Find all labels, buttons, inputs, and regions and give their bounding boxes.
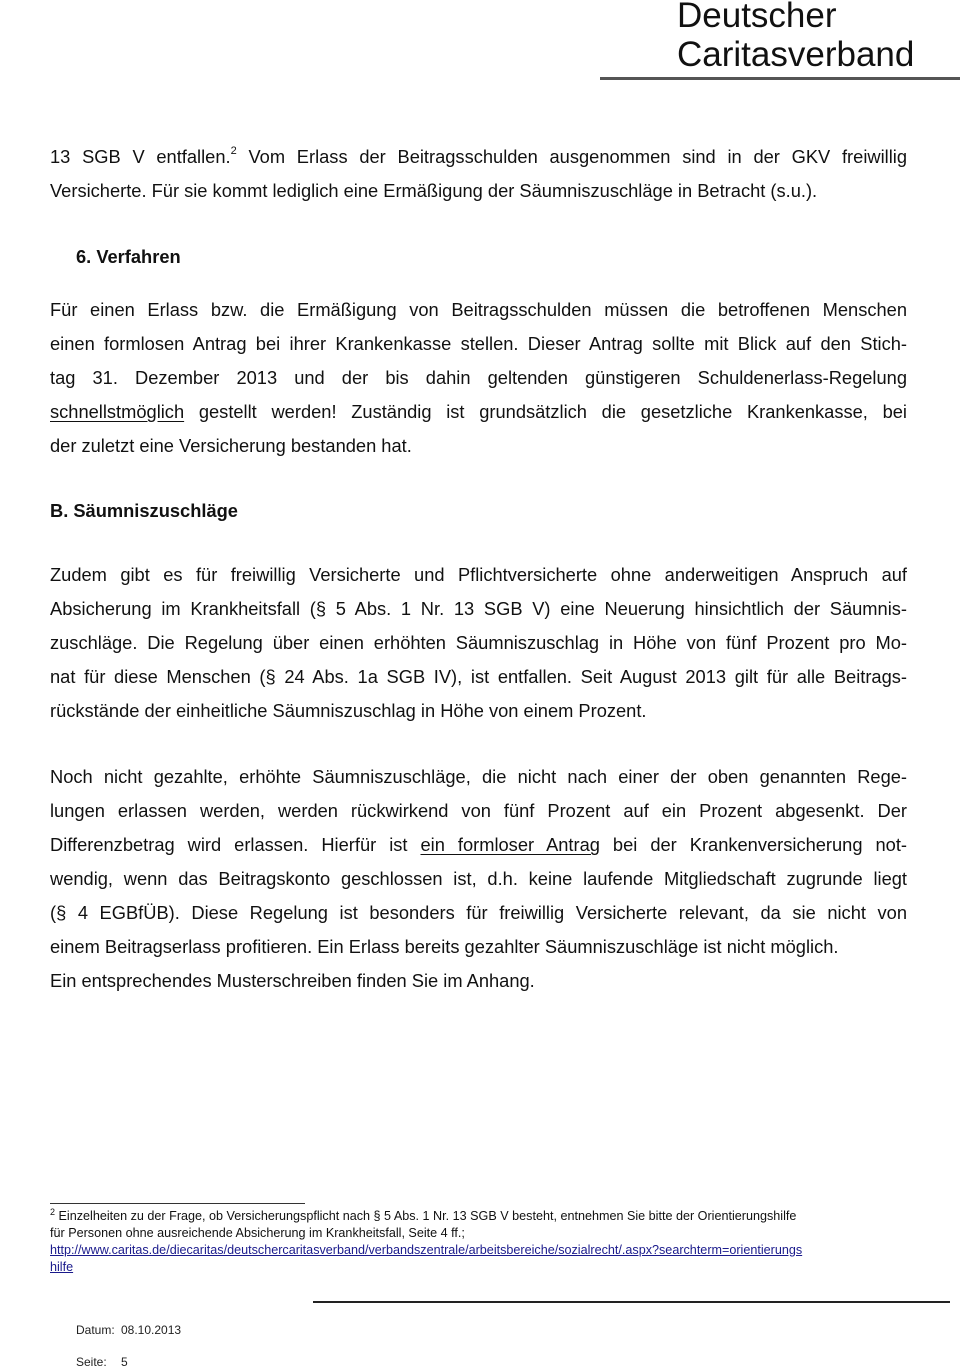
page-value: 5 <box>121 1355 128 1369</box>
link-text[interactable]: hilfe <box>50 1260 74 1274</box>
intro-text: 13 SGB V entfallen. <box>50 146 231 167</box>
brand-line-1: Deutscher <box>677 0 837 35</box>
intro-text: Vom Erlass der Beitragsschulden ausgenommen sind in der GKV freiwillig <box>236 146 907 167</box>
footer-date <box>76 1323 181 1337</box>
footnote-line-1 <box>50 1208 910 1225</box>
date-value: 08.10.2013 <box>121 1323 182 1337</box>
date-label: Datum: <box>76 1323 115 1337</box>
emphasis-underline: ein formloser Antrag <box>420 834 600 855</box>
text-span: gestellt werden! Zuständig ist grundsätzlich die gesetzliche Krankenkasse, bei <box>184 401 907 422</box>
text-line: (§ 4 EGBfÜB). Diese Regelung ist besonders für freiwillig Versicherte relevant, da sie nicht von <box>50 902 907 923</box>
intro-line-1 <box>50 140 907 174</box>
text-line <box>50 828 907 862</box>
footnote <box>50 1208 910 1276</box>
text-line: zuschläge. Die Regelung über einen erhöhten Säumniszuschlag in Höhe von fünf Prozent pro Mo- <box>50 632 907 653</box>
text-line: Für einen Erlass bzw. die Ermäßigung von Beitragsschulden müssen die betroffenen Menschen <box>50 299 907 320</box>
text-line: lungen erlassen werden, werden rückwirkend von fünf Prozent auf ein Prozent abgesenkt. Der <box>50 800 907 821</box>
footnote-link[interactable] <box>50 1243 802 1274</box>
text-line: Ein entsprechendes Musterschreiben finden Sie im Anhang. <box>50 970 535 991</box>
text-line: Noch nicht gezahlte, erhöhte Säumniszuschläge, die nicht nach einer der oben genannten Rege- <box>50 766 907 787</box>
footnote-ref[interactable]: 2 <box>230 145 237 157</box>
footnote-line-2: für Personen ohne ausreichende Absicherung im Krankheitsfall, Seite 4 ff.; <box>50 1226 465 1240</box>
intro-paragraph <box>50 140 907 208</box>
text-span: bei der Krankenversicherung not- <box>599 834 908 855</box>
text-line: tag 31. Dezember 2013 und der bis dahin geltenden günstigeren Schuldenerlass-Regelung <box>50 367 907 388</box>
brand-logo-text <box>677 0 914 74</box>
footer-rule <box>313 1301 950 1303</box>
header-rule <box>600 77 960 80</box>
text-line: einem Beitragserlass profitieren. Ein Erlass bereits gezahlter Säumniszuschläge ist nicht möglich. <box>50 936 839 957</box>
verfahren-paragraph <box>50 293 907 463</box>
text-line <box>50 395 907 429</box>
text-line: Absicherung im Krankheitsfall (§ 5 Abs. 1 Nr. 13 SGB V) eine Neuerung hinsichtlich der Säumnis- <box>50 598 907 619</box>
emphasis-underline: schnellstmöglich <box>50 401 185 422</box>
footnote-separator <box>50 1203 305 1204</box>
intro-line-2: Versicherte. Für sie kommt lediglich eine Ermäßigung der Säumniszuschläge in Betracht (s.u.). <box>50 180 818 201</box>
page-label: Seite: <box>76 1355 107 1369</box>
section-heading-verfahren: 6. Verfahren <box>76 246 181 267</box>
brand-line-2: Caritasverband <box>677 35 915 74</box>
text-line: Zudem gibt es für freiwillig Versicherte und Pflichtversicherte ohne anderweitigen Anspruch auf <box>50 564 907 585</box>
saeumnis-paragraph-1 <box>50 558 907 728</box>
saeumnis-paragraph-2 <box>50 760 907 998</box>
text-line: der zuletzt eine Versicherung bestanden hat. <box>50 435 412 456</box>
text-line: rückstände der einheitliche Säumniszuschlag in Höhe von einem Prozent. <box>50 700 647 721</box>
text-span: Differenzbetrag wird erlassen. Hierfür ist <box>50 834 421 855</box>
text-line: nat für diese Menschen (§ 24 Abs. 1a SGB IV), ist entfallen. Seit August 2013 gilt für alle Beitrags- <box>50 666 907 687</box>
footnote-number: 2 <box>50 1207 56 1217</box>
link-text[interactable]: http://www.caritas.de/diecaritas/deutschercaritasverband/verbandszentrale/arbeitsbereiche/sozialrecht/.aspx?searchterm=orientierungs <box>50 1243 803 1257</box>
text-line: einen formlosen Antrag bei ihrer Krankenkasse stellen. Dieser Antrag sollte mit Blick auf den Stich- <box>50 333 907 354</box>
section-heading-saeumniszuschlaege: B. Säumniszuschläge <box>50 500 238 521</box>
footnote-text: Einzelheiten zu der Frage, ob Versicherungspflicht nach § 5 Abs. 1 Nr. 13 SGB V besteht, entnehmen Sie bitte der Orientierungshilfe <box>55 1209 797 1223</box>
text-line: wendig, wenn das Beitragskonto geschlossen ist, d.h. keine laufende Mitgliedschaft zugrunde liegt <box>50 868 907 889</box>
